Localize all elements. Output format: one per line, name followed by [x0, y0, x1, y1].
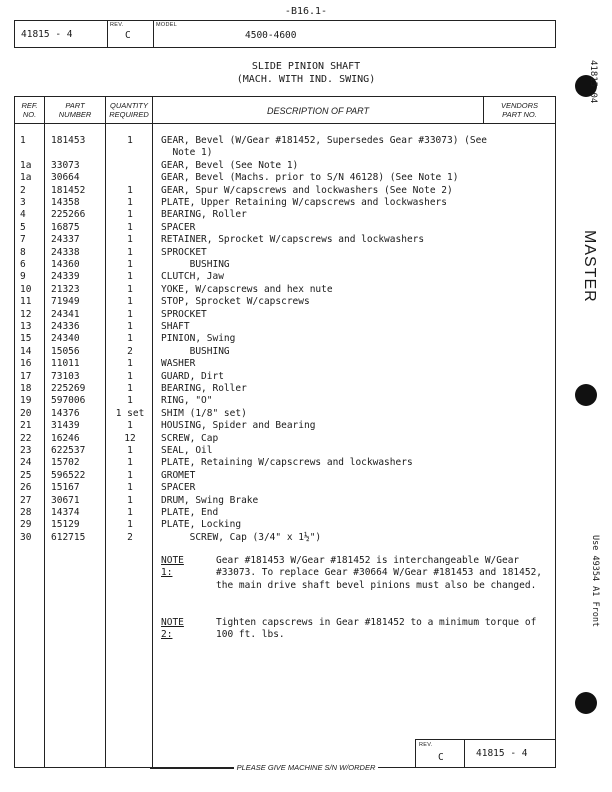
row-desc: GEAR, Bevel (W/Gear #181452, Supersedes Gear #33073) (See — [161, 135, 488, 146]
row-desc: HOUSING, Spider and Bearing — [161, 420, 316, 432]
row-desc: PINION, Swing — [161, 333, 236, 345]
margin-side-note: Use 49354 A1 Front — [590, 535, 600, 628]
footer-instruction — [0, 763, 612, 772]
row-qty: 1 — [127, 395, 133, 407]
row-part: 225269 — [51, 383, 86, 394]
row-ref: 30 — [20, 531, 32, 543]
row-ref: 17 — [20, 370, 32, 382]
row-part: 30671 — [51, 494, 80, 506]
row-desc: WASHER — [161, 358, 196, 370]
row-part: 71949 — [51, 296, 80, 308]
row-part: 21323 — [51, 283, 80, 295]
row-ref: 5 — [20, 221, 26, 233]
row-desc: SPROCKET — [161, 308, 207, 320]
row-qty: 1 — [127, 308, 133, 320]
row-desc: SCREW, Cap (3/4" x 1½") — [161, 531, 322, 543]
row-desc: DRUM, Swing Brake — [161, 494, 259, 506]
row-desc: GEAR, Spur W/capscrews and lockwashers (See Note 2) — [161, 184, 453, 196]
row-qty: 2 — [127, 345, 133, 357]
row-qty: 1 — [127, 321, 133, 332]
row-desc: GEAR, Bevel (Machs. prior to S/N 46128) (See Note 1) — [161, 172, 459, 184]
row-desc: SHAFT — [161, 321, 190, 332]
row-ref: 26 — [20, 482, 32, 494]
page-subtitle: (MACH. WITH IND. SWING) — [236, 74, 376, 85]
row-ref: 1a — [20, 172, 32, 184]
master-stamp: MASTER — [581, 230, 598, 303]
row-part: 612715 — [51, 531, 86, 543]
row-ref: 28 — [20, 507, 32, 518]
row-ref: 7 — [20, 234, 26, 246]
header-rev-label: REV. — [110, 22, 124, 28]
row-qty: 1 — [127, 519, 133, 531]
row-part: 33073 — [51, 159, 80, 171]
row-ref: 18 — [20, 383, 32, 394]
row-qty: 1 — [127, 184, 133, 196]
row-desc: BUSHING — [161, 345, 230, 357]
row-qty — [107, 172, 153, 184]
row-desc: RING, "O" — [161, 395, 213, 407]
row-part: 16875 — [51, 221, 80, 233]
row-qty: 1 — [127, 296, 133, 308]
footer-rev-label: REV. — [419, 742, 433, 748]
row-part: 15056 — [51, 345, 80, 357]
row-part: 30664 — [51, 172, 80, 184]
column-divider — [105, 97, 106, 767]
punch-hole — [575, 384, 597, 406]
row-qty: 1 — [127, 333, 133, 345]
footer-instruction-text: PLEASE GIVE MACHINE S/N W/ORDER — [234, 763, 379, 772]
footer-rev-value: C — [438, 752, 444, 763]
column-header-vendors: VENDORS PART NO. — [500, 101, 539, 119]
row-desc: SCREW, Cap — [161, 432, 219, 444]
row-qty: 1 — [127, 246, 133, 258]
row-ref: 2 — [20, 184, 26, 196]
row-desc: RETAINER, Sprocket W/capscrews and lockwashers — [161, 234, 425, 246]
header-divider — [107, 21, 108, 47]
row-part: 181453 — [51, 135, 86, 146]
row-part: 15167 — [51, 482, 80, 494]
row-ref: 8 — [20, 246, 26, 258]
column-header-qty: QUANTITY REQUIRED — [109, 101, 149, 119]
header-model-label: MODEL — [156, 22, 178, 28]
row-ref: 4 — [20, 209, 26, 221]
row-part: 14374 — [51, 507, 80, 518]
row-qty — [107, 160, 153, 172]
row-part: 24339 — [51, 271, 80, 283]
row-qty: 1 — [127, 221, 133, 233]
header-box — [14, 20, 556, 48]
row-part: 24341 — [51, 308, 80, 320]
row-ref: 24 — [20, 457, 32, 469]
row-qty: 1 — [127, 370, 133, 382]
row-ref: 10 — [20, 283, 32, 295]
row-ref: 27 — [20, 494, 32, 506]
footer-doc-number: 41815 - 4 — [476, 748, 528, 759]
row-part: 11011 — [51, 358, 80, 370]
row-qty: 1 — [127, 234, 133, 246]
note-2-text: Tighten capscrews in Gear #181452 to a minimum torque of 100 ft. lbs. — [216, 617, 537, 641]
row-desc: PLATE, Upper Retaining W/capscrews and lockwashers — [161, 197, 447, 208]
row-ref: 9 — [20, 271, 26, 283]
row-qty: 1 — [127, 135, 133, 146]
row-part: 622537 — [51, 445, 86, 456]
row-desc: SPACER — [161, 221, 196, 233]
row-desc: SHIM (1/8" set) — [161, 407, 247, 419]
row-part: 73103 — [51, 370, 80, 382]
row-qty: 1 — [127, 383, 133, 394]
punch-hole — [575, 692, 597, 714]
row-desc: SEAL, Oil — [161, 445, 213, 456]
row-desc: PLATE, End — [161, 507, 219, 518]
row-part: 31439 — [51, 420, 80, 432]
header-divider — [153, 21, 154, 47]
row-ref: 23 — [20, 445, 32, 456]
row-qty: 1 — [127, 420, 133, 432]
row-qty: 2 — [127, 531, 133, 543]
row-part: 14360 — [51, 259, 80, 270]
row-desc: PLATE, Retaining W/capscrews and lockwashers — [161, 457, 413, 469]
row-ref: 25 — [20, 469, 32, 481]
row-desc: Note 1) — [161, 147, 213, 159]
row-qty: 1 — [127, 209, 133, 221]
row-desc: BEARING, Roller — [161, 209, 247, 221]
row-qty: 12 — [124, 432, 136, 444]
row-desc: CLUTCH, Jaw — [161, 271, 224, 283]
column-header-part: PART NUMBER — [58, 101, 92, 119]
row-part: 24336 — [51, 321, 80, 332]
row-qty — [107, 147, 153, 159]
row-part: 24338 — [51, 246, 80, 258]
row-ref: 15 — [20, 333, 32, 345]
row-desc: STOP, Sprocket W/capscrews — [161, 296, 310, 308]
row-desc: BUSHING — [161, 259, 230, 270]
row-desc: YOKE, W/capscrews and hex nute — [161, 283, 333, 295]
row-ref: 3 — [20, 197, 26, 208]
header-rule — [15, 123, 555, 124]
column-header-description: DESCRIPTION OF PART — [266, 106, 369, 116]
row-ref: 1 — [20, 135, 26, 146]
header-rev-value: C — [125, 30, 131, 41]
page-number: -B16.1- — [284, 6, 328, 17]
row-part: 14376 — [51, 407, 80, 419]
column-divider — [44, 97, 45, 767]
row-qty: 1 set — [115, 407, 145, 419]
row-desc: SPROCKET — [161, 246, 207, 258]
row-qty: 1 — [127, 457, 133, 469]
note-1-text: Gear #181453 W/Gear #181452 is interchangeable W/Gear #33073. To replace Gear #30664 W/Gear #181453 and 181452, the main drive shaft bevel pinions must also be changed. — [216, 555, 543, 591]
row-part: 15702 — [51, 457, 80, 469]
row-part: 24340 — [51, 333, 80, 345]
row-qty: 1 — [127, 259, 133, 270]
row-ref: 6 — [20, 259, 26, 270]
row-desc: GUARD, Dirt — [161, 370, 224, 382]
note-1-label: NOTE 1: — [161, 555, 184, 579]
column-header-ref: REF. NO. — [21, 101, 38, 119]
row-part: 596522 — [51, 469, 86, 481]
row-ref: 19 — [20, 395, 32, 407]
row-part: 16246 — [51, 432, 80, 444]
row-qty: 1 — [127, 445, 133, 456]
row-qty: 1 — [127, 358, 133, 370]
row-qty: 1 — [127, 507, 133, 518]
row-qty: 1 — [127, 494, 133, 506]
row-qty: 1 — [127, 283, 133, 295]
row-ref: 12 — [20, 308, 32, 320]
row-qty: 1 — [127, 197, 133, 208]
margin-doc-number: 41815 04 — [588, 60, 598, 104]
row-desc: BEARING, Roller — [161, 383, 247, 394]
row-desc: GROMET — [161, 469, 196, 481]
row-part: 225266 — [51, 209, 86, 221]
note-2-label: NOTE 2: — [161, 617, 184, 641]
row-ref: 13 — [20, 321, 32, 332]
row-desc: GEAR, Bevel (See Note 1) — [161, 159, 299, 171]
row-desc: SPACER — [161, 482, 196, 494]
row-qty: 1 — [127, 469, 133, 481]
row-part: 14358 — [51, 197, 80, 208]
page-title: SLIDE PINION SHAFT — [251, 61, 361, 72]
row-ref: 1a — [20, 159, 32, 171]
header-doc-number: 41815 - 4 — [21, 29, 73, 40]
parts-table — [14, 96, 556, 768]
row-part: 597006 — [51, 395, 86, 407]
row-ref: 22 — [20, 432, 32, 444]
row-part: 15129 — [51, 519, 80, 531]
row-part: 24337 — [51, 234, 80, 246]
row-ref: 21 — [20, 420, 32, 432]
row-ref: 14 — [20, 345, 32, 357]
header-model-value: 4500-4600 — [245, 30, 297, 41]
row-qty: 1 — [127, 271, 133, 283]
row-ref: 16 — [20, 358, 32, 370]
row-ref: 11 — [20, 296, 32, 308]
row-desc: PLATE, Locking — [161, 519, 242, 531]
row-ref: 29 — [20, 519, 32, 531]
row-qty: 1 — [127, 482, 133, 494]
row-part: 181452 — [51, 184, 86, 196]
row-ref: 20 — [20, 407, 32, 419]
